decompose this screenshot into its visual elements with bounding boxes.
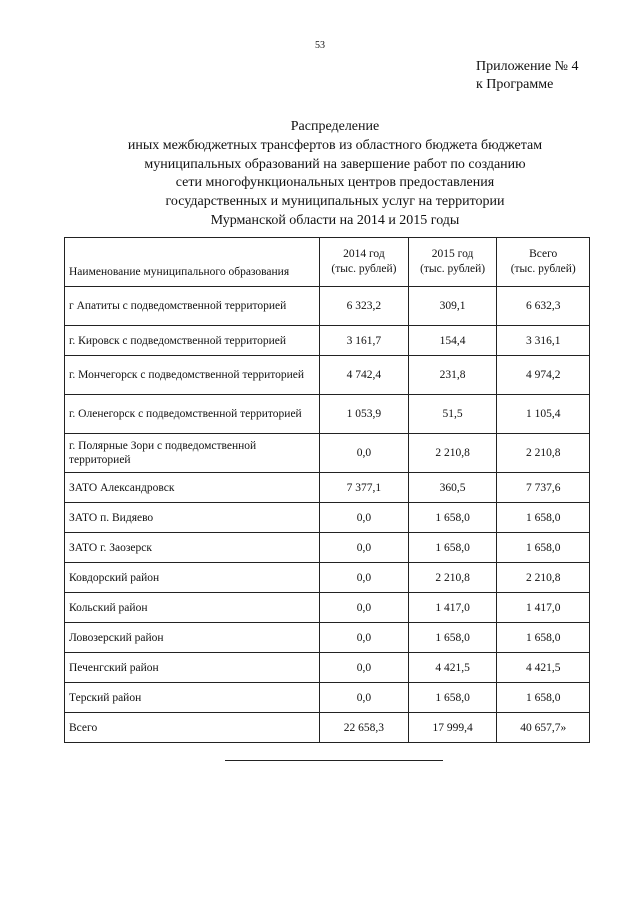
- cell-total: 40 657,7»: [497, 713, 590, 743]
- table-row: [65, 395, 590, 434]
- appendix-header: [476, 58, 579, 94]
- cell-2014: 7 377,1: [320, 473, 409, 503]
- cell-total: 4 421,5: [497, 653, 590, 683]
- table-row: [65, 503, 590, 533]
- cell-name: Всего: [65, 713, 320, 743]
- cell-name: г. Мончегорск с подведомственной территорией: [65, 356, 320, 395]
- cell-name: Терский район: [65, 683, 320, 713]
- appendix-line-1: Приложение № 4: [476, 59, 579, 74]
- cell-total: 2 210,8: [497, 563, 590, 593]
- cell-2015: 1 658,0: [408, 533, 497, 563]
- header-2015: [408, 238, 497, 287]
- cell-2015: 1 658,0: [408, 683, 497, 713]
- cell-name: Ловозерский район: [65, 623, 320, 653]
- table-row: [65, 287, 590, 326]
- cell-name: ЗАТО п. Видяево: [65, 503, 320, 533]
- cell-name: ЗАТО г. Заозерск: [65, 533, 320, 563]
- table-header-row: [65, 238, 590, 287]
- header-total-label: Всего: [529, 248, 558, 260]
- cell-2015: 360,5: [408, 473, 497, 503]
- header-2015-unit: (тыс. рублей): [420, 263, 486, 275]
- cell-2015: 231,8: [408, 356, 497, 395]
- cell-total: 1 658,0: [497, 683, 590, 713]
- cell-total: 1 658,0: [497, 503, 590, 533]
- table-total-row: [65, 713, 590, 743]
- title-line: муниципальных образований на завершение работ по созданию: [144, 156, 526, 172]
- title-line: сети многофункциональных центров предоставления: [175, 175, 495, 191]
- title-line: государственных и муниципальных услуг на территории: [165, 194, 505, 210]
- title-line: Распределение: [290, 119, 380, 134]
- cell-2014: 0,0: [320, 623, 409, 653]
- header-2015-year: 2015 год: [431, 248, 474, 260]
- title-line: Мурманской области на 2014 и 2015 годы: [210, 212, 460, 228]
- cell-name: г. Оленегорск с подведомственной территорией: [65, 395, 320, 434]
- header-total-unit: (тыс. рублей): [510, 263, 576, 275]
- cell-2015: 309,1: [408, 287, 497, 326]
- cell-2015: 1 417,0: [408, 593, 497, 623]
- page-number: 53: [315, 40, 325, 51]
- cell-2015: 1 658,0: [408, 503, 497, 533]
- cell-2014: 3 161,7: [320, 326, 409, 356]
- cell-2014: 0,0: [320, 563, 409, 593]
- cell-name: ЗАТО Александровск: [65, 473, 320, 503]
- distribution-table: [64, 237, 590, 743]
- cell-2015: 17 999,4: [408, 713, 497, 743]
- cell-name: г. Полярные Зори с подведомственной территорией: [65, 434, 320, 473]
- table-row: [65, 563, 590, 593]
- appendix-line-2: к Программе: [476, 77, 554, 92]
- cell-total: 7 737,6: [497, 473, 590, 503]
- cell-total: 6 632,3: [497, 287, 590, 326]
- cell-2015: 51,5: [408, 395, 497, 434]
- table-row: [65, 533, 590, 563]
- cell-2014: 0,0: [320, 503, 409, 533]
- title-line: иных межбюджетных трансфертов из областного бюджета бюджетам: [127, 137, 543, 153]
- cell-2015: 1 658,0: [408, 623, 497, 653]
- closing-divider: [225, 760, 443, 761]
- cell-2015: 4 421,5: [408, 653, 497, 683]
- table-row: [65, 473, 590, 503]
- table-row: [65, 434, 590, 473]
- header-name: Наименование муниципального образования: [65, 238, 320, 287]
- table-row: [65, 623, 590, 653]
- cell-2015: 154,4: [408, 326, 497, 356]
- document-title: [60, 118, 610, 231]
- table-row: [65, 356, 590, 395]
- cell-total: 4 974,2: [497, 356, 590, 395]
- cell-2014: 22 658,3: [320, 713, 409, 743]
- table-row: [65, 653, 590, 683]
- cell-total: 1 658,0: [497, 533, 590, 563]
- cell-2015: 2 210,8: [408, 563, 497, 593]
- cell-2014: 0,0: [320, 533, 409, 563]
- cell-total: 1 417,0: [497, 593, 590, 623]
- cell-total: 1 658,0: [497, 623, 590, 653]
- header-2014-unit: (тыс. рублей): [331, 263, 397, 275]
- header-2014: [320, 238, 409, 287]
- cell-total: 1 105,4: [497, 395, 590, 434]
- cell-2014: 0,0: [320, 653, 409, 683]
- cell-name: Ковдорский район: [65, 563, 320, 593]
- cell-2015: 2 210,8: [408, 434, 497, 473]
- cell-total: 2 210,8: [497, 434, 590, 473]
- cell-2014: 4 742,4: [320, 356, 409, 395]
- cell-name: г. Кировск с подведомственной территорией: [65, 326, 320, 356]
- cell-total: 3 316,1: [497, 326, 590, 356]
- cell-name: Кольский район: [65, 593, 320, 623]
- cell-2014: 1 053,9: [320, 395, 409, 434]
- header-2014-year: 2014 год: [343, 248, 385, 260]
- cell-2014: 0,0: [320, 593, 409, 623]
- cell-name: Печенгский район: [65, 653, 320, 683]
- table-row: [65, 683, 590, 713]
- table-row: [65, 326, 590, 356]
- table-row: [65, 593, 590, 623]
- header-total: [497, 238, 590, 287]
- cell-2014: 6 323,2: [320, 287, 409, 326]
- cell-name: г Апатиты с подведомственной территорией: [65, 287, 320, 326]
- cell-2014: 0,0: [320, 434, 409, 473]
- cell-2014: 0,0: [320, 683, 409, 713]
